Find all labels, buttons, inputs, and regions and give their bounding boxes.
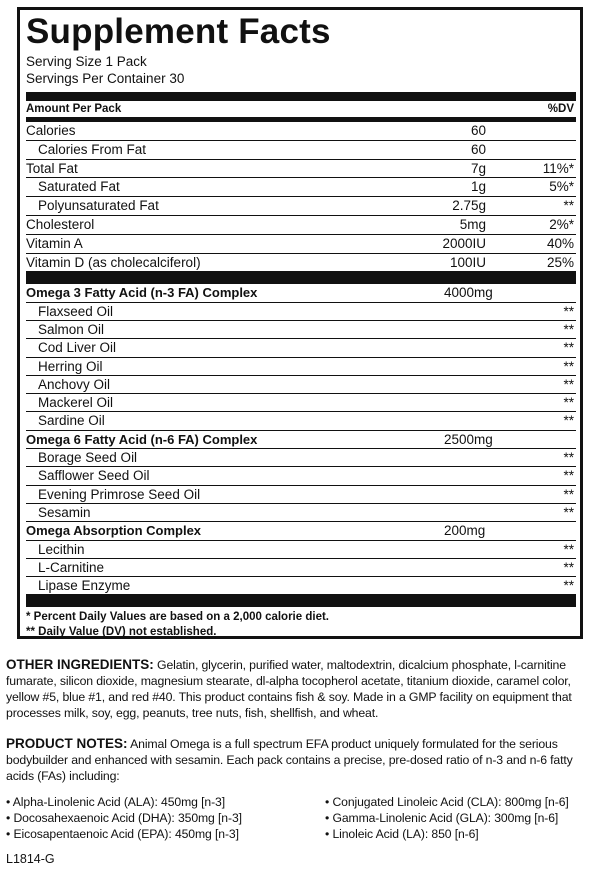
nutrient-amount: 60 xyxy=(470,123,486,138)
ingredient-name: Cod Liver Oil xyxy=(38,340,117,356)
complex-amount: 4000mg xyxy=(444,285,493,301)
ingredient-name: Herring Oil xyxy=(38,358,103,374)
ingredient-dv: ** xyxy=(563,559,574,575)
fatty-acid-item: • Eicosapentaenoic Acid (EPA): 450mg [n-3] xyxy=(6,827,239,841)
ingredient-row xyxy=(26,411,576,429)
nutrient-dv: 5%* xyxy=(549,179,574,195)
ingredient-dv: ** xyxy=(563,541,574,557)
nutrient-row xyxy=(26,253,576,272)
amount-header: Amount Per Pack xyxy=(26,103,122,115)
servings-per-container: Servings Per Container 30 xyxy=(26,71,185,86)
nutrient-row xyxy=(26,215,576,234)
ingredient-row xyxy=(26,320,576,338)
nutrient-row xyxy=(26,122,576,140)
ingredient-row xyxy=(26,375,576,393)
nutrient-dv: ** xyxy=(563,198,574,214)
nutrient-row xyxy=(26,196,576,215)
complex-name: Omega 6 Fatty Acid (n-6 FA) Complex xyxy=(26,431,258,447)
ingredient-row xyxy=(26,393,576,411)
nutrient-name: Total Fat xyxy=(26,160,78,176)
ingredient-row xyxy=(26,576,576,594)
product-notes-text: Animal Omega is a full spectrum EFA product uniquely formulated for the serious bodybuilder and enhanced with sesamin. Each pack contains a precise, pre-dosed ratio of n-3 and n-6 fatty acids (FAs) including: xyxy=(6,737,573,783)
nutrient-name: Polyunsaturated Fat xyxy=(38,198,159,214)
dv-header: %DV xyxy=(547,103,574,115)
ingredient-dv: ** xyxy=(563,395,574,411)
ingredient-dv: ** xyxy=(563,504,574,520)
ingredient-row xyxy=(26,558,576,576)
ingredient-row xyxy=(26,357,576,375)
footnotes xyxy=(26,607,576,640)
nutrient-amount: 7g xyxy=(470,160,486,176)
nutrient-amount: 1g xyxy=(470,179,486,195)
ingredient-dv: ** xyxy=(563,413,574,429)
ingredient-row xyxy=(26,302,576,320)
supplement-facts-panel xyxy=(17,7,583,639)
ingredient-dv: ** xyxy=(563,358,574,374)
ingredient-name: Safflower Seed Oil xyxy=(38,468,150,484)
ingredient-dv: ** xyxy=(563,321,574,337)
ingredient-row xyxy=(26,485,576,503)
nutrient-dv: 40% xyxy=(546,235,574,251)
nutrient-name: Calories From Fat xyxy=(38,141,147,157)
nutrient-name: Vitamin D (as cholecalciferol) xyxy=(26,254,201,270)
lot-code: L1814-G xyxy=(6,852,55,866)
nutrient-dv: 25% xyxy=(546,254,574,270)
other-ingredients-text: Gelatin, glycerin, purified water, maltodextrin, dicalcium phosphate, l-carnitine fumarate, silicon dioxide, magnesium stearate, dl-alpha tocopherol acetate, titanium dioxide, caramel color, yellow #5, blue #1, and red #40. This product contains fish & soy. Made in a GMP facility on equipment that processes milk, soy, egg, peanuts, tree nuts, fish, shellfish, and wheat. xyxy=(6,658,572,720)
ingredient-row xyxy=(26,540,576,558)
nutrient-row xyxy=(26,177,576,196)
complex-row xyxy=(26,430,576,448)
complex-name: Omega 3 Fatty Acid (n-3 FA) Complex xyxy=(26,285,258,301)
other-ingredients-heading: OTHER INGREDIENTS: xyxy=(6,657,154,672)
amount-header-row xyxy=(26,101,576,117)
ingredient-name: Sesamin xyxy=(38,504,91,520)
nutrient-name: Vitamin A xyxy=(26,235,83,251)
nutrient-dv: 11%* xyxy=(542,160,574,176)
fatty-acid-item: • Gamma-Linolenic Acid (GLA): 300mg [n-6] xyxy=(325,811,559,825)
ingredient-row xyxy=(26,448,576,466)
other-ingredients xyxy=(6,657,594,721)
complex-row xyxy=(26,521,576,539)
ingredient-dv: ** xyxy=(563,340,574,356)
ingredient-dv: ** xyxy=(563,450,574,466)
ingredient-dv: ** xyxy=(563,578,574,594)
ingredient-name: Anchovy Oil xyxy=(38,376,111,392)
ingredient-name: Mackerel Oil xyxy=(38,395,114,411)
divider-thick-3 xyxy=(26,594,576,607)
nutrient-name: Calories xyxy=(26,123,76,138)
ingredient-name: Lipase Enzyme xyxy=(38,578,131,594)
complex-list xyxy=(26,284,576,594)
product-notes-heading: PRODUCT NOTES: xyxy=(6,736,128,751)
ingredient-name: Flaxseed Oil xyxy=(38,303,114,319)
complex-row xyxy=(26,284,576,301)
divider-thick xyxy=(26,92,576,101)
ingredient-row xyxy=(26,338,576,356)
fatty-acid-item: • Alpha-Linolenic Acid (ALA): 450mg [n-3] xyxy=(6,795,225,809)
ingredient-row xyxy=(26,503,576,521)
ingredient-name: Sardine Oil xyxy=(38,413,105,429)
ingredient-dv: ** xyxy=(563,468,574,484)
ingredient-dv: ** xyxy=(563,486,574,502)
nutrient-name: Saturated Fat xyxy=(38,179,120,195)
ingredient-name: Lecithin xyxy=(38,541,85,557)
ingredient-dv: ** xyxy=(563,376,574,392)
fatty-acid-item: • Conjugated Linoleic Acid (CLA): 800mg [n-6] xyxy=(325,795,569,809)
ingredient-dv: ** xyxy=(563,303,574,319)
nutrient-amount: 2.75g xyxy=(452,198,486,214)
complex-amount: 2500mg xyxy=(444,431,493,447)
product-notes xyxy=(6,736,594,784)
serving-size: Serving Size 1 Pack xyxy=(26,54,147,69)
nutrient-dv: 2%* xyxy=(549,216,574,232)
divider-thick-2 xyxy=(26,271,576,284)
footnote-percent-dv: * Percent Daily Values are based on a 2,000 calorie diet. xyxy=(26,611,329,624)
ingredient-name: L-Carnitine xyxy=(38,559,105,575)
ingredient-name: Borage Seed Oil xyxy=(38,450,138,466)
nutrient-name: Cholesterol xyxy=(26,216,95,232)
nutrient-row xyxy=(26,234,576,253)
nutrient-row xyxy=(26,140,576,159)
nutrient-list xyxy=(26,122,576,271)
panel-title: Supplement Facts xyxy=(26,12,331,51)
nutrient-amount: 60 xyxy=(470,141,486,157)
nutrient-row xyxy=(26,159,576,178)
ingredient-name: Salmon Oil xyxy=(38,321,105,337)
complex-name: Omega Absorption Complex xyxy=(26,523,202,539)
ingredient-name: Evening Primrose Seed Oil xyxy=(38,486,201,502)
fatty-acid-item: • Linoleic Acid (LA): 850 [n-6] xyxy=(325,827,479,841)
ingredient-row xyxy=(26,466,576,484)
fatty-acid-item: • Docosahexaenoic Acid (DHA): 350mg [n-3] xyxy=(6,811,242,825)
nutrient-amount: 100IU xyxy=(449,254,486,270)
complex-amount: 200mg xyxy=(444,523,486,539)
footnote-dv-not-established: ** Daily Value (DV) not established. xyxy=(26,626,217,639)
nutrient-amount: 5mg xyxy=(459,216,486,232)
nutrient-amount: 2000IU xyxy=(442,235,486,251)
